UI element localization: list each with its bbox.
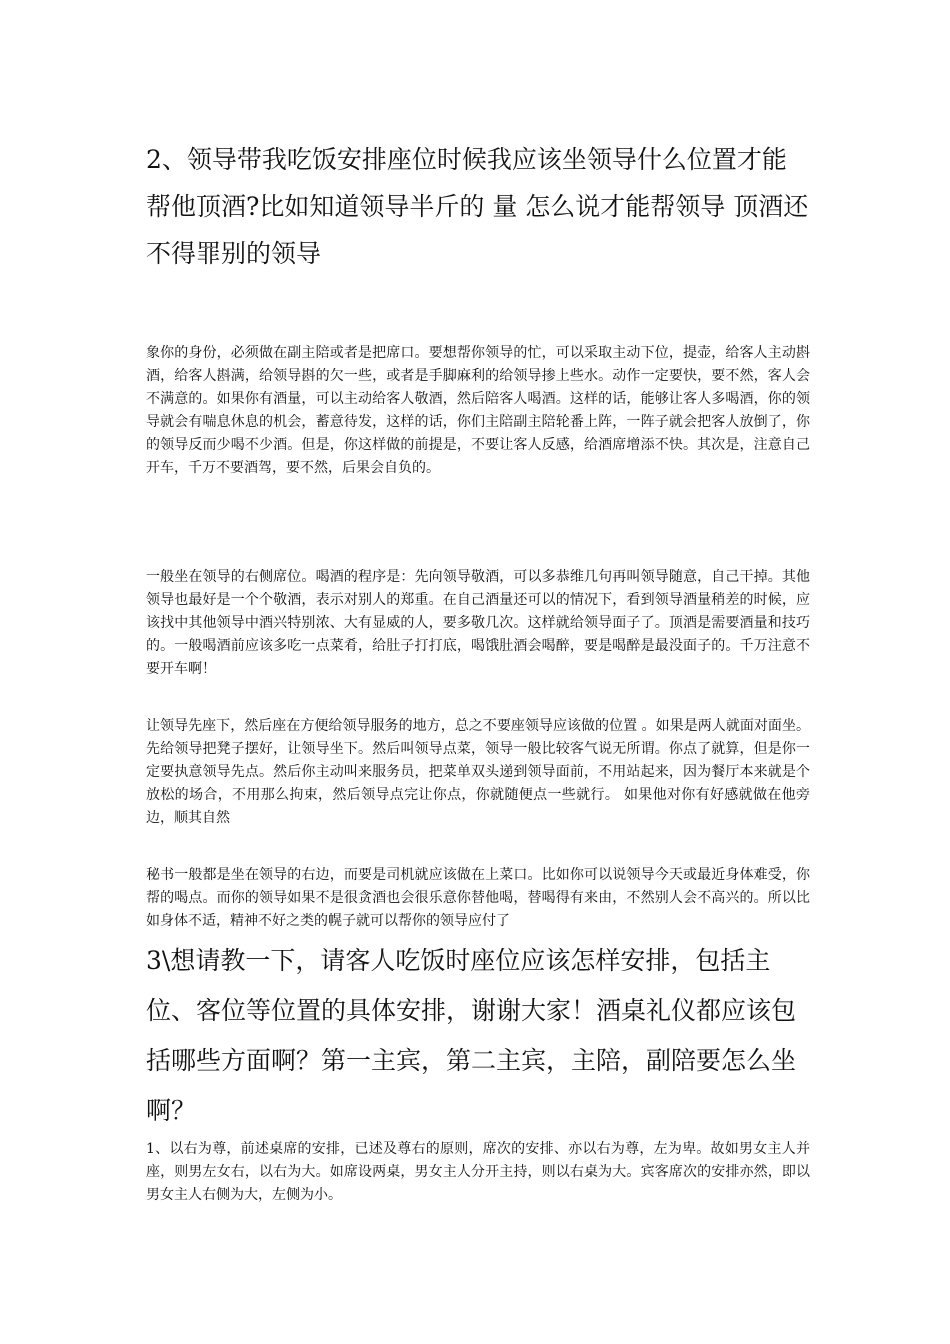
answer-paragraph: 象你的身份，必须做在副主陪或者是把席口。要想帮你领导的忙，可以采取主动下位，提壶，给客人主动斟酒，给客人斟满，给领导斟的欠一些，或者是手脚麻利的给领导掺上些水。动作一定要快，要不然，客人会不满意的。如果你有酒量，可以主动给客人敬酒，然后陪客人喝酒。这样的话，能够让客人多喝酒，你的领导就会有喘息休息的机会，蓄意待发，这样的话，你们主陪副主陪轮番上阵，一阵子就会把客人放倒了，你的领导反而少喝不少酒。但是，你这样做的前提是，不要让客人反感，给酒席增添不快。其次是，注意自己开车，千万不要酒驾，要不然，后果会自负的。 xyxy=(146,345,810,476)
answer-paragraph: 1、以右为尊，前述桌席的安排，已述及尊右的原则，席次的安排、亦以右为尊，左为卑。故如男女主人并座，则男左女右，以右为大。如席设两桌，男女主人分开主持，则以右桌为大。宾客席次的安排亦然，即以男女主人右侧为大，左侧为小。 xyxy=(146,1141,810,1203)
answer-paragraph: 一般坐在领导的右侧席位。喝酒的程序是：先向领导敬酒，可以多恭维几句再叫领导随意，自己干掉。其他领导也最好是一个个敬酒，表示对别人的郑重。在自己酒量还可以的情况下，看到领导酒量稍差的时候，应该找中其他领导中酒兴特别浓、大有显威的人，要多敬几次。这样就给领导面子了。顶酒是需要酒量和技巧的。一般喝酒前应该多吃一点菜肴，给肚子打打底，喝饿肚酒会喝醉，要是喝醉是最没面子的。千万注意不要开车啊！ xyxy=(146,569,810,677)
answer-paragraph: 让领导先座下，然后座在方便给领导服务的地方，总之不要座领导应该做的位置 。如果是两人就面对面坐。先给领导把凳子摆好，让领导坐下。然后叫领导点菜，领导一般比较客气说无所谓。你点了就算，但是你一定要执意领导先点。然后你主动叫来服务员，把菜单双头递到领导面前，不用站起来，因为餐厅本来就是个放松的场合，不用那么拘束，然后领导点完让你点，你就随便点一些就行。 如果他对你有好感就做在他旁边，顺其自然 xyxy=(146,718,810,826)
question-heading-3: 3\想请教一下，请客人吃饭时座位应该怎样安排，包括主位、客位等位置的具体安排，谢谢大家！酒桌礼仪都应该包括哪些方面啊？第一主宾，第二主宾，主陪，副陪要怎么坐啊？ xyxy=(146,946,797,1125)
question-heading-2: 2、领导带我吃饭安排座位时候我应该坐领导什么位置才能帮他顶酒?比如知道领导半斤的 量 怎么说才能帮领导 顶酒还不得罪别的领导 xyxy=(146,145,809,268)
answer-paragraph: 秘书一般都是坐在领导的右边，而要是司机就应该做在上菜口。比如你可以说领导今天或最近身体难受，你帮的喝点。而你的领导如果不是很贪酒也会很乐意你替他喝，替喝得有来由，不然别人会不高兴的。所以比如身体不适，精神不好之类的幌子就可以帮你的领导应付了 xyxy=(146,867,810,929)
